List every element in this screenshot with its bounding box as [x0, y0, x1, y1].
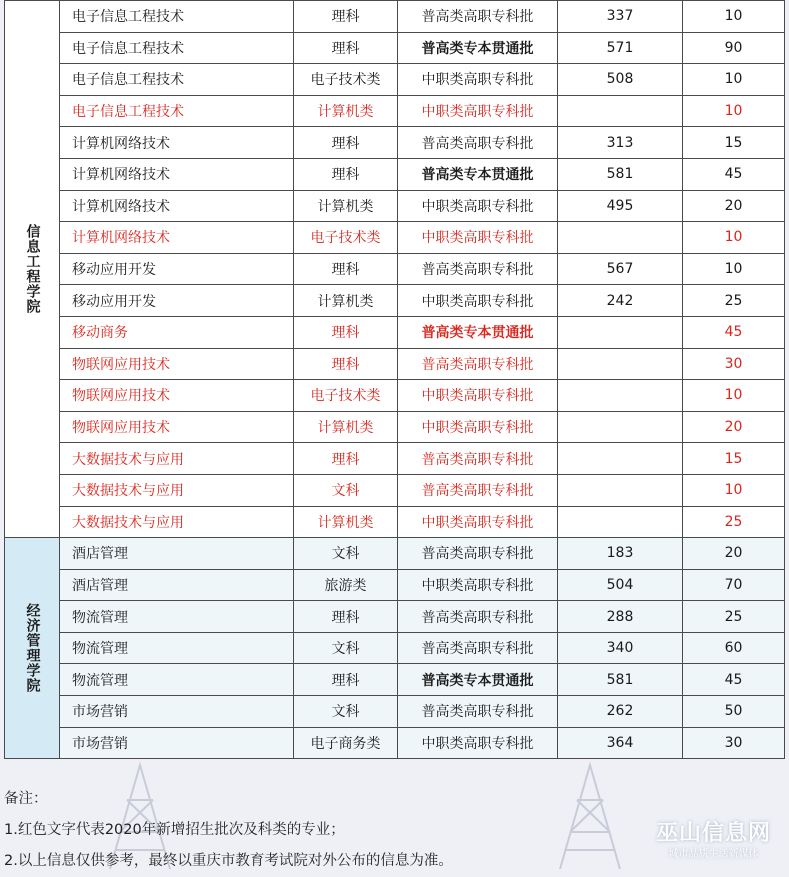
score-cell: 340 [558, 632, 683, 664]
batch-cell: 普高类高职专科批 [398, 1, 558, 33]
major-cell: 移动应用开发 [60, 285, 294, 317]
score-cell [558, 222, 683, 254]
plan-count-cell: 10 [683, 253, 785, 285]
table-row [5, 664, 785, 696]
plan-count-cell: 10 [683, 64, 785, 96]
plan-count-cell: 50 [683, 696, 785, 728]
section-economic-management [5, 538, 785, 759]
table-row [5, 538, 785, 570]
category-cell: 计算机类 [294, 285, 398, 317]
score-cell [558, 443, 683, 475]
category-cell: 文科 [294, 474, 398, 506]
plan-count-cell: 30 [683, 727, 785, 759]
batch-cell: 中职类高职专科批 [398, 411, 558, 443]
table-row [5, 696, 785, 728]
plan-count-cell: 60 [683, 632, 785, 664]
table-row [5, 158, 785, 190]
table-row [5, 285, 785, 317]
major-cell: 物联网应用技术 [60, 348, 294, 380]
batch-cell: 普高类高职专科批 [398, 253, 558, 285]
table-row [5, 95, 785, 127]
batch-cell: 普高类高职专科批 [398, 538, 558, 570]
batch-cell: 普高类高职专科批 [398, 601, 558, 633]
batch-cell: 中职类高职专科批 [398, 64, 558, 96]
score-cell [558, 348, 683, 380]
category-cell: 文科 [294, 538, 398, 570]
plan-count-cell: 45 [683, 158, 785, 190]
major-cell: 物流管理 [60, 664, 294, 696]
score-cell [558, 316, 683, 348]
plan-count-cell: 25 [683, 506, 785, 538]
category-cell: 计算机类 [294, 411, 398, 443]
category-cell: 理科 [294, 127, 398, 159]
category-cell: 电子技术类 [294, 64, 398, 96]
category-cell: 理科 [294, 664, 398, 696]
note-line-2: 2.以上信息仅供参考，最终以重庆市教育考试院对外公布的信息为准。 [4, 853, 453, 869]
batch-cell: 中职类高职专科批 [398, 727, 558, 759]
category-cell: 理科 [294, 348, 398, 380]
category-cell: 计算机类 [294, 95, 398, 127]
table-row [5, 601, 785, 633]
batch-cell: 中职类高职专科批 [398, 506, 558, 538]
score-cell: 242 [558, 285, 683, 317]
batch-cell: 普高类高职专科批 [398, 127, 558, 159]
score-cell [558, 506, 683, 538]
major-cell: 电子信息工程技术 [60, 95, 294, 127]
category-cell: 文科 [294, 632, 398, 664]
college-name-cell: 经济管理学院 [5, 538, 60, 759]
major-cell: 电子信息工程技术 [60, 1, 294, 33]
score-cell: 364 [558, 727, 683, 759]
score-cell: 581 [558, 158, 683, 190]
plan-count-cell: 70 [683, 569, 785, 601]
table-row [5, 474, 785, 506]
score-cell [558, 411, 683, 443]
plan-count-cell: 25 [683, 285, 785, 317]
score-cell: 313 [558, 127, 683, 159]
category-cell: 旅游类 [294, 569, 398, 601]
score-cell [558, 474, 683, 506]
plan-count-cell: 20 [683, 411, 785, 443]
category-cell: 理科 [294, 1, 398, 33]
major-cell: 计算机网络技术 [60, 158, 294, 190]
category-cell: 理科 [294, 253, 398, 285]
score-cell: 262 [558, 696, 683, 728]
batch-cell: 普高类高职专科批 [398, 474, 558, 506]
table-row [5, 411, 785, 443]
batch-cell: 普高类高职专科批 [398, 443, 558, 475]
batch-cell: 普高类高职专科批 [398, 632, 558, 664]
table-row [5, 190, 785, 222]
watermark-logo [656, 820, 771, 862]
batch-cell: 中职类高职专科批 [398, 222, 558, 254]
major-cell: 计算机网络技术 [60, 222, 294, 254]
category-cell: 计算机类 [294, 506, 398, 538]
plan-count-cell: 15 [683, 443, 785, 475]
category-cell: 理科 [294, 158, 398, 190]
batch-cell: 中职类高职专科批 [398, 190, 558, 222]
score-cell [558, 380, 683, 412]
major-cell: 物联网应用技术 [60, 380, 294, 412]
score-cell [558, 95, 683, 127]
major-cell: 移动应用开发 [60, 253, 294, 285]
batch-cell: 中职类高职专科批 [398, 285, 558, 317]
score-cell: 504 [558, 569, 683, 601]
table-row [5, 727, 785, 759]
table-row [5, 1, 785, 33]
major-cell: 市场营销 [60, 727, 294, 759]
score-cell: 183 [558, 538, 683, 570]
major-cell: 酒店管理 [60, 569, 294, 601]
plan-count-cell: 45 [683, 316, 785, 348]
category-cell: 文科 [294, 696, 398, 728]
major-cell: 物流管理 [60, 601, 294, 633]
batch-cell: 中职类高职专科批 [398, 380, 558, 412]
major-cell: 物联网应用技术 [60, 411, 294, 443]
plan-count-cell: 25 [683, 601, 785, 633]
batch-cell: 普高类专本贯通批 [398, 158, 558, 190]
major-cell: 计算机网络技术 [60, 127, 294, 159]
category-cell: 理科 [294, 443, 398, 475]
major-cell: 计算机网络技术 [60, 190, 294, 222]
plan-count-cell: 15 [683, 127, 785, 159]
batch-cell: 普高类专本贯通批 [398, 316, 558, 348]
batch-cell: 中职类高职专科批 [398, 95, 558, 127]
score-cell: 508 [558, 64, 683, 96]
major-cell: 大数据技术与应用 [60, 443, 294, 475]
score-cell: 581 [558, 664, 683, 696]
major-cell: 电子信息工程技术 [60, 32, 294, 64]
table-row [5, 348, 785, 380]
major-cell: 酒店管理 [60, 538, 294, 570]
score-cell: 567 [558, 253, 683, 285]
plan-count-cell: 10 [683, 474, 785, 506]
notes [4, 784, 453, 877]
category-cell: 理科 [294, 601, 398, 633]
plan-count-cell: 10 [683, 1, 785, 33]
plan-count-cell: 20 [683, 538, 785, 570]
score-cell: 571 [558, 32, 683, 64]
category-cell: 电子技术类 [294, 222, 398, 254]
major-cell: 市场营销 [60, 696, 294, 728]
table-row [5, 64, 785, 96]
notes-heading: 备注： [4, 791, 48, 807]
table-row [5, 253, 785, 285]
college-name-cell: 信息工程学院 [5, 1, 60, 538]
watermark-subtitle: 城市品质生活新媒体 [668, 849, 759, 860]
plan-count-cell: 90 [683, 32, 785, 64]
batch-cell: 普高类高职专科批 [398, 696, 558, 728]
plan-count-cell: 10 [683, 222, 785, 254]
score-cell: 288 [558, 601, 683, 633]
major-cell: 大数据技术与应用 [60, 474, 294, 506]
batch-cell: 普高类专本贯通批 [398, 32, 558, 64]
watermark-title: 巫山信息网 [655, 821, 771, 846]
batch-cell: 普高类专本贯通批 [398, 664, 558, 696]
table-row [5, 127, 785, 159]
category-cell: 电子技术类 [294, 380, 398, 412]
table-row [5, 316, 785, 348]
note-line-1: 1.红色文字代表2020年新增招生批次及科类的专业； [4, 822, 345, 838]
plan-count-cell: 20 [683, 190, 785, 222]
table-row [5, 569, 785, 601]
enrollment-plan-table [4, 0, 785, 759]
category-cell: 理科 [294, 316, 398, 348]
plan-count-cell: 10 [683, 380, 785, 412]
score-cell: 337 [558, 1, 683, 33]
category-cell: 电子商务类 [294, 727, 398, 759]
table-row [5, 222, 785, 254]
major-cell: 电子信息工程技术 [60, 64, 294, 96]
plan-count-cell: 10 [683, 95, 785, 127]
table-row [5, 632, 785, 664]
plan-count-cell: 30 [683, 348, 785, 380]
table-row [5, 32, 785, 64]
major-cell: 物流管理 [60, 632, 294, 664]
batch-cell: 中职类高职专科批 [398, 569, 558, 601]
table-row [5, 506, 785, 538]
major-cell: 移动商务 [60, 316, 294, 348]
table-row [5, 380, 785, 412]
category-cell: 计算机类 [294, 190, 398, 222]
category-cell: 理科 [294, 32, 398, 64]
plan-count-cell: 45 [683, 664, 785, 696]
major-cell: 大数据技术与应用 [60, 506, 294, 538]
table-row [5, 443, 785, 475]
score-cell: 495 [558, 190, 683, 222]
batch-cell: 普高类高职专科批 [398, 348, 558, 380]
section-information-engineering [5, 1, 785, 538]
